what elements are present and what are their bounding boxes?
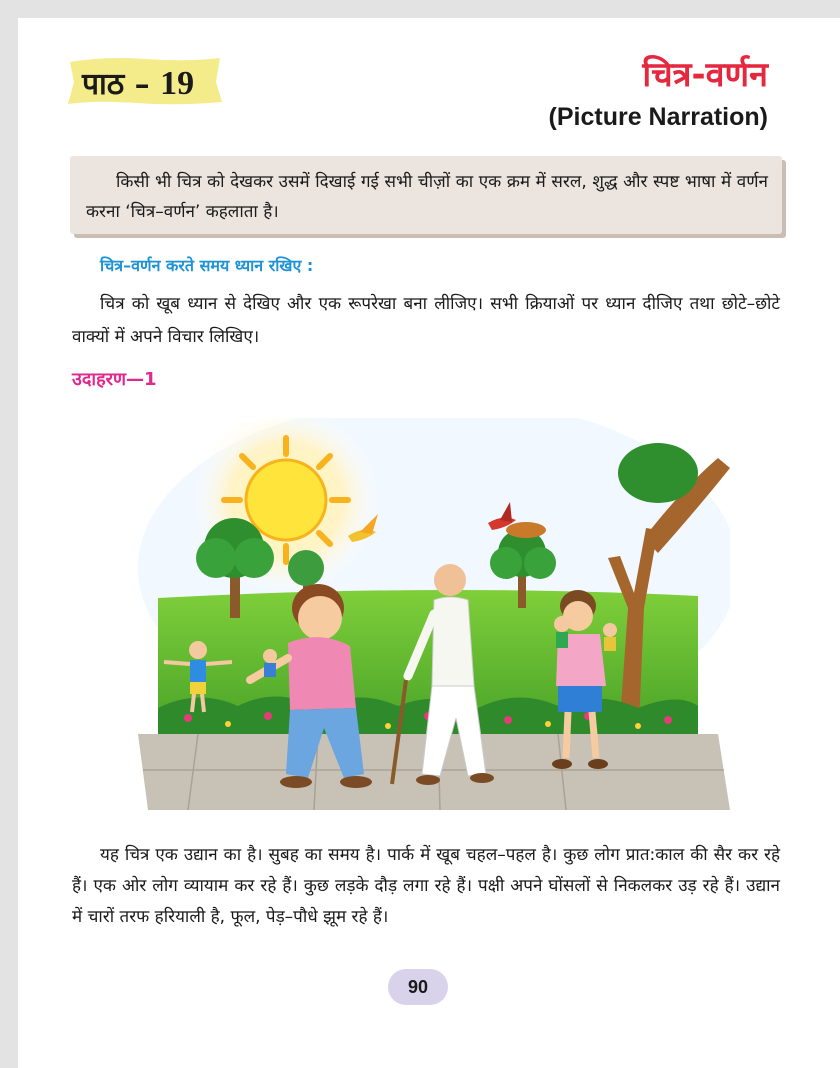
park-scene-illustration xyxy=(138,418,730,818)
chapter-badge xyxy=(66,56,224,106)
tips-heading: चित्र–वर्णन करते समय ध्यान रखिए : xyxy=(100,256,314,275)
definition-box xyxy=(70,156,782,234)
chapter-number: 19 xyxy=(160,65,195,102)
example-heading: उदाहरण—1 xyxy=(72,369,157,390)
chapter-label: पाठ – 19 xyxy=(82,65,195,102)
definition-text: किसी भी चित्र को देखकर उसमें दिखाई गई सभी चीज़ों का एक क्रम में सरल, शुद्ध और स्पष्ट भाषा में वर्णन करना ‘चित्र–वर्णन’ कहलाता है। xyxy=(86,172,768,222)
description-text: यह चित्र एक उद्यान का है। सुबह का समय है। पार्क में खूब चहल–पहल है। कुछ लोग प्रात:काल की सैर कर रहे हैं। एक ओर लोग व्यायाम कर रहे हैं। कुछ लड़के दौड़ लगा रहे हैं। पक्षी अपने घोंसलों से निकलकर उड़ रहे हैं। उद्यान में चारों तरफ हरियाली है, फूल, पेड़–पौधे झूम रहे हैं। xyxy=(72,845,780,927)
tips-text: चित्र को खूब ध्यान से देखिए और एक रूपरेखा बना लीजिए। सभी क्रियाओं पर ध्यान दीजिए तथा छोटे–छोटे वाक्यों में अपने विचार लिखिए। xyxy=(72,294,780,347)
page-subtitle: (Picture Narration) xyxy=(548,103,768,131)
page-number: 90 xyxy=(388,969,448,1005)
page-title: चित्र-वर्णन xyxy=(642,55,768,95)
